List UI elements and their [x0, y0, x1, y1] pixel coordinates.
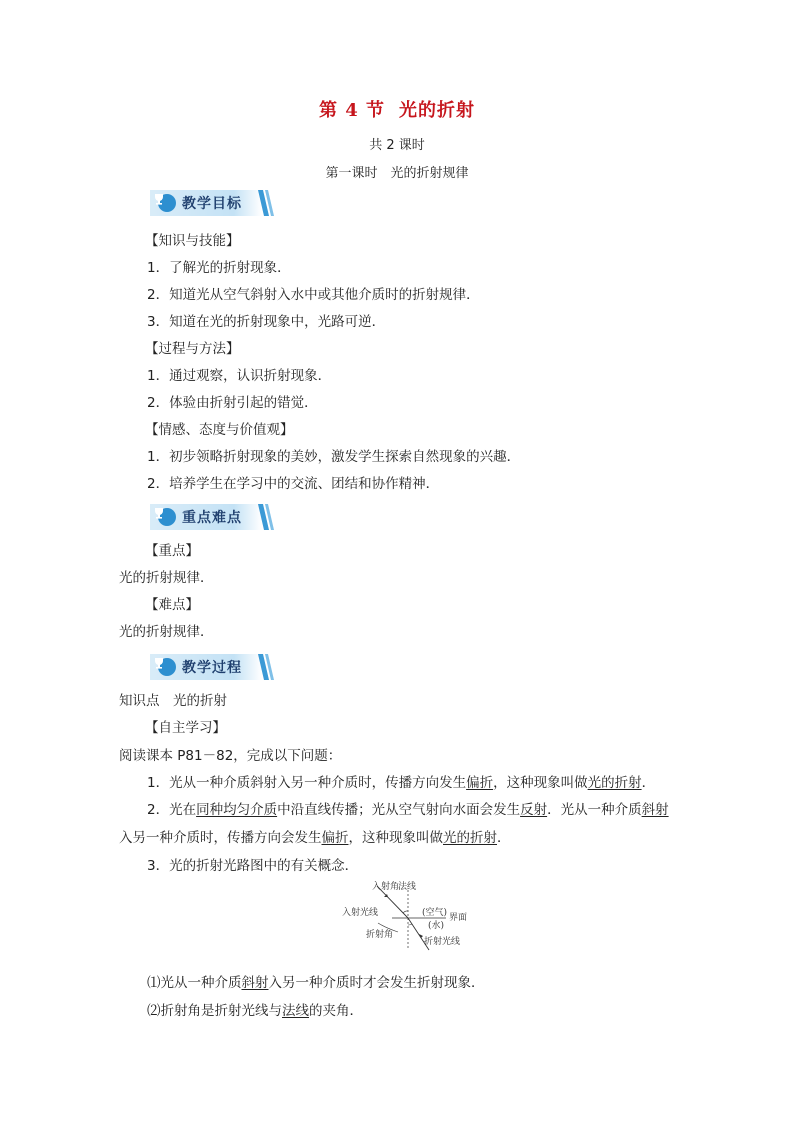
text: 1．光从一种介质斜射入另一种介质时，传播方向发生	[147, 775, 467, 791]
process-heading: 【过程与方法】	[145, 341, 240, 357]
page-title	[0, 96, 794, 122]
incidence-angle-label: 入射角	[372, 882, 400, 892]
text: ，这种现象叫做	[493, 775, 588, 791]
section-number: 第 4 节	[318, 100, 386, 121]
difficulty-text: 光的折射规律．	[119, 624, 214, 640]
lesson-title: 第一课时 光的折射规律	[325, 166, 469, 181]
trophy-icon	[150, 504, 168, 522]
text: 的夹角．	[309, 1003, 363, 1019]
list-item: 1．了解光的折射现象．	[147, 260, 291, 276]
section-banner-goals	[150, 190, 274, 216]
refracted-ray-label: 折射光线	[424, 937, 461, 947]
reading-instruction: 阅读课本 P81－82，完成以下问题：	[119, 748, 342, 764]
difficulty-heading: 【难点】	[145, 597, 199, 613]
point-2	[147, 1001, 363, 1021]
answer-blank: 反射	[520, 802, 548, 818]
trophy-icon	[150, 654, 168, 672]
total-lessons: 共 2 课时	[369, 138, 425, 153]
list-item: 1．通过观察，认识折射现象．	[147, 368, 332, 384]
water-label: (水)	[428, 921, 445, 931]
answer-blank: 同种均匀介质	[196, 802, 278, 818]
text: ，这种现象叫做	[348, 830, 443, 846]
list-item: 2．知道光从空气斜射入水中或其他介质时的折射规律．	[147, 287, 480, 303]
list-item: 2．体验由折射引起的错觉．	[147, 395, 318, 411]
answer-blank: 偏折	[321, 830, 349, 846]
banner-label: 重点难点	[182, 510, 242, 526]
topic-heading: 知识点 光的折射	[119, 693, 227, 709]
text: ．	[641, 775, 656, 791]
text: ⑵折射角是折射光线与	[147, 1003, 282, 1019]
question-3: 3．光的折射光路图中的有关概念．	[147, 858, 359, 874]
incidence-angle-arc	[403, 911, 408, 913]
answer-blank: 光的折射	[587, 775, 642, 791]
text: ．	[497, 830, 511, 846]
air-label: (空气)	[422, 908, 448, 918]
answer-blank: 偏折	[466, 775, 494, 791]
list-item: 3．知道在光的折射现象中，光路可逆．	[147, 314, 386, 330]
banner-label: 教学目标	[182, 196, 242, 212]
self-study-heading: 【自主学习】	[145, 720, 226, 736]
section-title: 光的折射	[399, 100, 476, 121]
emotion-heading: 【情感、态度与价值观】	[145, 422, 294, 438]
text: 入另一种介质时才会发生折射现象．	[268, 975, 485, 991]
section-banner-key-points	[150, 504, 274, 530]
list-item: 1．初步领略折射现象的美妙，激发学生探索自然现象的兴趣．	[147, 449, 521, 465]
key-heading: 【重点】	[145, 543, 199, 559]
text: ．光从一种介质	[547, 802, 642, 818]
text: 中沿直线传播；光从空气射向水面会发生	[277, 802, 521, 818]
section-banner-process	[150, 654, 274, 680]
key-text: 光的折射规律．	[119, 570, 214, 586]
point-1	[147, 973, 485, 993]
answer-blank: 光的折射	[443, 830, 497, 846]
trophy-icon	[150, 190, 168, 208]
answer-blank: 斜射	[241, 975, 269, 991]
banner-label: 教学过程	[182, 660, 242, 676]
text: ⑴光从一种介质	[147, 975, 242, 991]
answer-blank: 法线	[282, 1003, 309, 1019]
refraction-diagram	[340, 880, 480, 952]
list-item: 2．培养学生在学习中的交流、团结和协作精神．	[147, 476, 440, 492]
interface-label: 界面	[449, 913, 468, 923]
text: 入另一种介质时，传播方向会发生	[119, 830, 322, 846]
refraction-angle-label: 折射角	[366, 930, 394, 940]
normal-label: 法线	[398, 882, 417, 892]
refraction-angle-arc	[408, 924, 412, 925]
question-2-line-1	[147, 800, 669, 820]
question-2-line-2	[119, 828, 511, 848]
answer-blank: 斜射	[641, 802, 669, 818]
question-1	[147, 773, 655, 793]
incident-ray-label: 入射光线	[342, 908, 379, 918]
knowledge-heading: 【知识与技能】	[145, 233, 240, 249]
text: 2．光在	[147, 802, 197, 818]
